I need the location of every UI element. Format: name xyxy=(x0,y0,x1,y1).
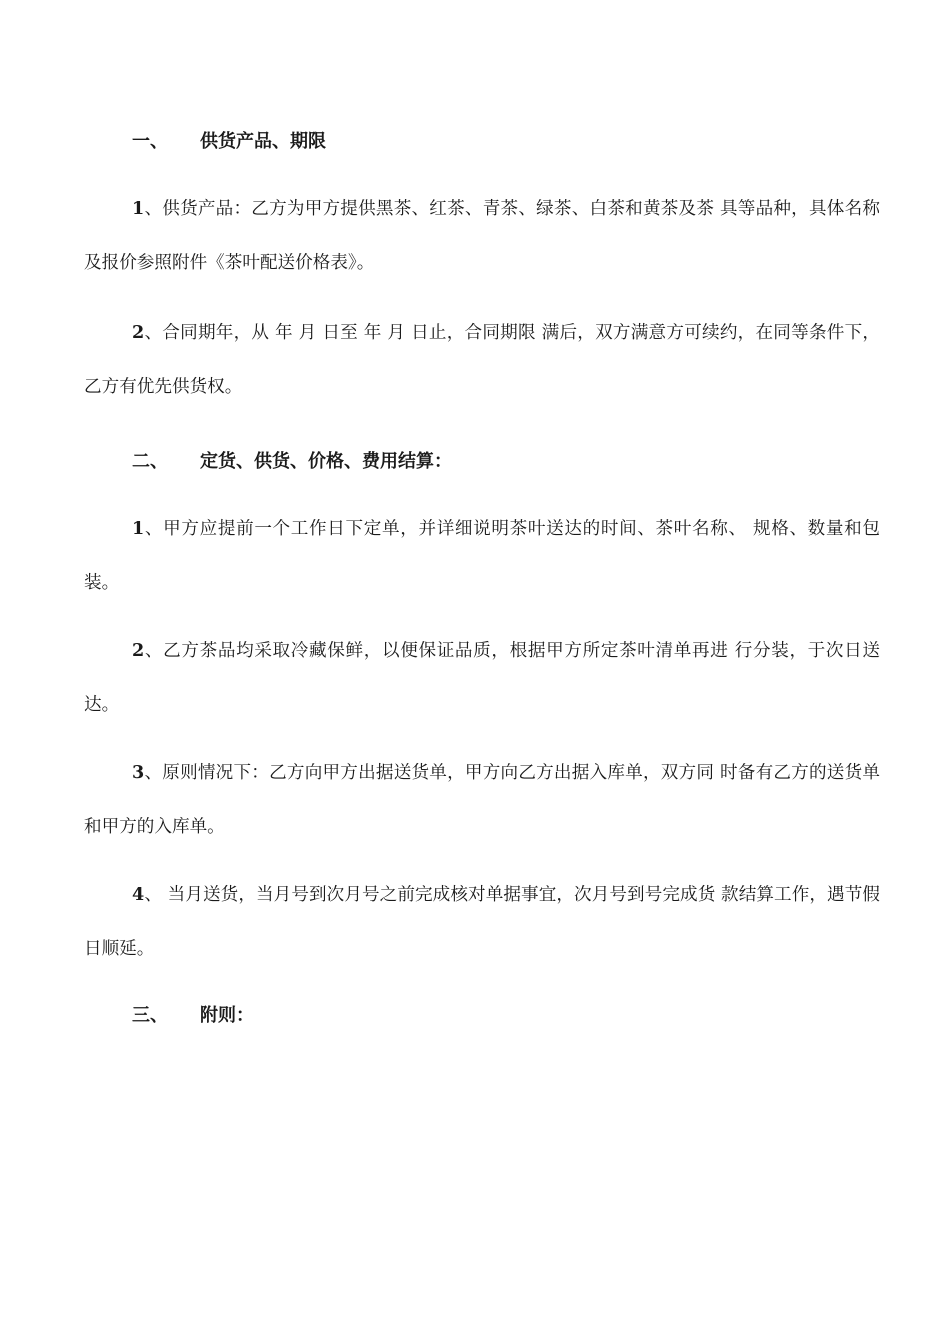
section-heading-3 xyxy=(132,1004,254,1028)
paragraph-2-1 xyxy=(84,502,880,610)
paragraph-number: 3 xyxy=(132,762,145,783)
section-heading-1 xyxy=(132,130,326,154)
section-heading-2 xyxy=(132,450,452,474)
paragraph-text: 、原则情况下：乙方向甲方出据送货单，甲方向乙方出据入库单，双方同 时备有乙方的送货单和甲方的入库单。 xyxy=(84,763,880,837)
section-title: 附则： xyxy=(200,1005,254,1026)
section-number: 三、 xyxy=(132,1005,168,1026)
paragraph-1-2 xyxy=(84,306,880,414)
paragraph-1-1 xyxy=(84,182,880,290)
paragraph-text: 、乙方茶品均采取冷藏保鲜，以便保证品质，根据甲方所定茶叶清单再进 行分装，于次日送达。 xyxy=(84,641,880,715)
section-number: 一、 xyxy=(132,131,168,152)
paragraph-number: 4 xyxy=(132,884,145,905)
paragraph-number: 2 xyxy=(132,640,145,661)
paragraph-2-2 xyxy=(84,624,880,732)
paragraph-text: 、 当月送货，当月号到次月号之前完成核对单据事宜，次月号到号完成货 款结算工作，遇节假日顺延。 xyxy=(84,885,880,959)
paragraph-text: 、供货产品：乙方为甲方提供黑茶、红茶、青茶、绿茶、白茶和黄茶及茶 具等品种，具体名称及报价参照附件《茶叶配送价格表》。 xyxy=(84,199,880,273)
section-title: 供货产品、期限 xyxy=(200,131,326,152)
paragraph-number: 1 xyxy=(132,198,145,219)
paragraph-number: 1 xyxy=(132,518,145,539)
paragraph-2-4 xyxy=(84,868,880,976)
section-number: 二、 xyxy=(132,451,168,472)
paragraph-text: 、合同期年，从 年 月 日至 年 月 日止，合同期限 满后，双方满意方可续约，在同等条件下，乙方有优先供货权。 xyxy=(84,323,880,397)
paragraph-2-3 xyxy=(84,746,880,854)
paragraph-text: 、甲方应提前一个工作日下定单，并详细说明茶叶送达的时间、茶叶名称、 规格、数量和包装。 xyxy=(84,519,880,593)
section-title: 定货、供货、价格、费用结算： xyxy=(200,451,452,472)
paragraph-number: 2 xyxy=(132,322,145,343)
